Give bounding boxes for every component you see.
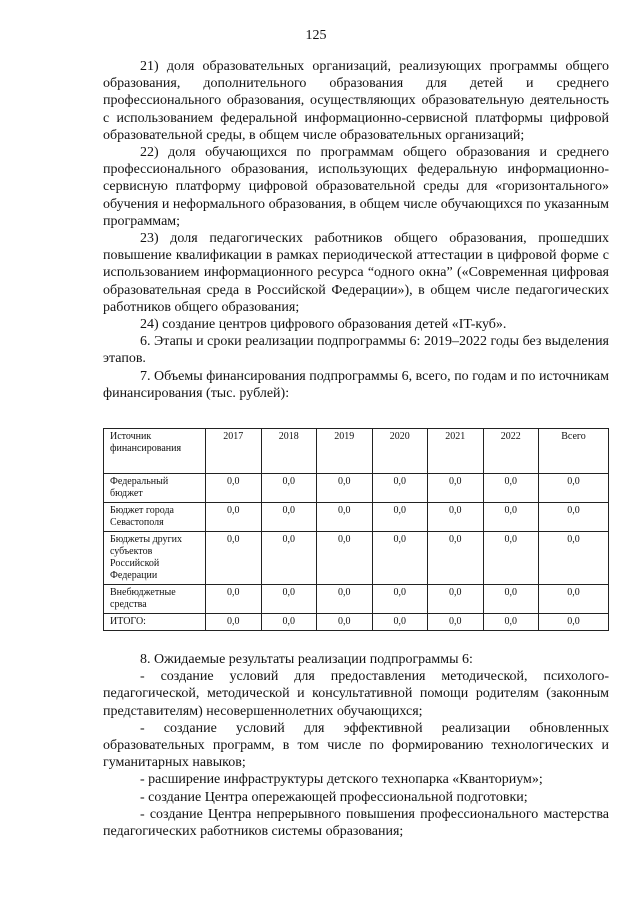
- table-cell: 0,0: [261, 532, 317, 585]
- table-row: [104, 532, 609, 585]
- result-item-1: - создание условий для предоставления методической, психолого-педагогической, методической и консультативной помощи родителям (законным представителям) несовершеннолетних обучающихся;: [103, 669, 609, 719]
- table-header-row: [104, 429, 609, 474]
- table-cell: 0,0: [483, 474, 539, 503]
- header-year-2019: 2019: [317, 429, 373, 474]
- paragraph-section-8: 8. Ожидаемые результаты реализации подпрограммы 6:: [140, 652, 473, 668]
- table-cell: 0,0: [539, 503, 609, 532]
- table-cell: 0,0: [206, 474, 262, 503]
- header-year-2022: 2022: [483, 429, 539, 474]
- table-row: [104, 474, 609, 503]
- table-cell: 0,0: [206, 614, 262, 631]
- paragraph-item-22: 22) доля обучающихся по программам общего образования и среднего профессионального образования, использующих федеральную информационно-сервисную платформу цифровой образовательной среды для «горизонтального» обучения и неформального образования, в общем числе обучающихся по указанным программам;: [103, 145, 609, 229]
- table-cell: 0,0: [483, 532, 539, 585]
- table-row: [104, 614, 609, 631]
- table-cell: 0,0: [261, 585, 317, 614]
- table-cell: 0,0: [483, 585, 539, 614]
- row-label: Бюджеты других субъектов Российской Федерации: [104, 532, 206, 585]
- row-label: Внебюджетные средства: [104, 585, 206, 614]
- header-total: Всего: [539, 429, 609, 474]
- table-cell: 0,0: [261, 503, 317, 532]
- table-cell: 0,0: [483, 503, 539, 532]
- table-cell: 0,0: [428, 532, 484, 585]
- table-cell: 0,0: [539, 532, 609, 585]
- table-cell: 0,0: [317, 532, 373, 585]
- paragraph-item-23: 23) доля педагогических работников общего образования, прошедших повышение квалификации в рамках периодической аттестации в цифровой форме с использованием информационного ресурса “одного окна” («Современная цифровая образовательная среда в Российской Федерации»), в общем числе педагогических работников общего образования;: [103, 231, 609, 315]
- table-cell: 0,0: [372, 503, 428, 532]
- table-cell: 0,0: [539, 474, 609, 503]
- table-cell: 0,0: [206, 503, 262, 532]
- table-cell: 0,0: [317, 474, 373, 503]
- header-year-2018: 2018: [261, 429, 317, 474]
- result-item-3: - расширение инфраструктуры детского технопарка «Кванториум»;: [140, 772, 543, 788]
- table-cell: 0,0: [539, 585, 609, 614]
- table-cell: 0,0: [206, 585, 262, 614]
- result-item-5: - создание Центра непрерывного повышения профессионального мастерства педагогических работников системы образования;: [103, 806, 609, 840]
- paragraph-section-7: 7. Объемы финансирования подпрограммы 6, всего, по годам и по источникам финансирования (тыс. рублей):: [103, 368, 609, 401]
- row-label: Бюджет города Севастополя: [104, 503, 206, 532]
- table-cell: 0,0: [261, 614, 317, 631]
- result-item-2: - создание условий для эффективной реализации обновленных образовательных программ, в том числе по формированию технологических и гуманитарных навыков;: [103, 720, 609, 771]
- table-cell: 0,0: [428, 474, 484, 503]
- header-year-2017: 2017: [206, 429, 262, 474]
- paragraph-item-21: 21) доля образовательных организаций, реализующих программы общего образования, дополнительного образования для детей и среднего профессионального образования, осуществляющих образовательную деятельность с использованием федеральной информационно-сервисной платформы цифровой образовательной среды, в общем числе образовательных организаций;: [103, 59, 609, 143]
- table-cell: 0,0: [261, 474, 317, 503]
- paragraph-item-24: 24) создание центров цифрового образования детей «IT-куб».: [140, 317, 507, 333]
- table-cell: 0,0: [317, 585, 373, 614]
- header-year-2021: 2021: [428, 429, 484, 474]
- table-cell: 0,0: [317, 614, 373, 631]
- table-cell: 0,0: [372, 614, 428, 631]
- table-cell: 0,0: [428, 585, 484, 614]
- document-body: [103, 58, 609, 840]
- table-row: [104, 585, 609, 614]
- table-cell: 0,0: [428, 614, 484, 631]
- header-year-2020: 2020: [372, 429, 428, 474]
- result-item-4: - создание Центра опережающей профессиональной подготовки;: [140, 789, 528, 805]
- page-number: 125: [305, 28, 327, 43]
- table-cell: 0,0: [206, 532, 262, 585]
- table-cell: 0,0: [372, 474, 428, 503]
- table-cell: 0,0: [372, 585, 428, 614]
- table-row: [104, 503, 609, 532]
- header-source: Источник финансирования: [104, 429, 206, 474]
- table-cell: 0,0: [317, 503, 373, 532]
- row-label: Федеральный бюджет: [104, 474, 206, 503]
- paragraph-section-6: 6. Этапы и сроки реализации подпрограммы 6: 2019–2022 годы без выделения этапов.: [103, 334, 609, 367]
- row-label: ИТОГО:: [104, 614, 206, 631]
- table-cell: 0,0: [539, 614, 609, 631]
- table-cell: 0,0: [372, 532, 428, 585]
- table-cell: 0,0: [428, 503, 484, 532]
- financing-table: [103, 428, 609, 631]
- financing-table-wrap: [103, 428, 609, 631]
- table-cell: 0,0: [483, 614, 539, 631]
